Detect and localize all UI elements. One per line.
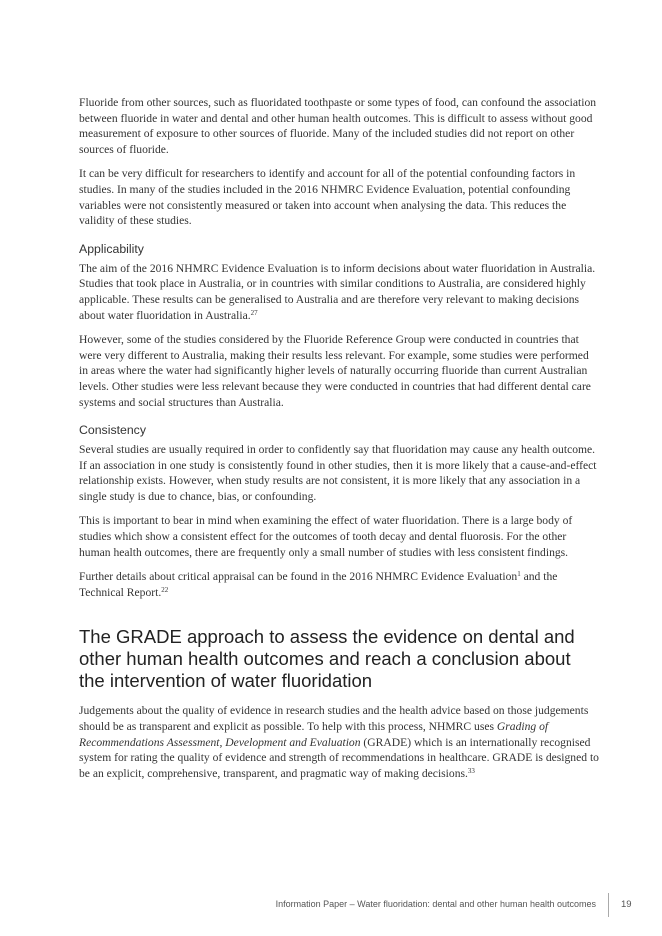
paragraph-applicability-different-countries: However, some of the studies considered by the Fluoride Reference Group were conducted in countries that were very different to Australia, making their results less relevant. For example, some studies were performed in areas where the water had significantly higher levels of naturally occurring fluoride than current Australian levels. Other studies were less relevant because they were conducted in countries that had different dental care systems and social structures than Australia. (79, 333, 591, 409)
paragraph-text: Further details about critical appraisal can be found in the 2016 NHMRC Evidence Evaluation (79, 570, 518, 584)
paragraph-other-sources: Fluoride from other sources, such as fluoridated toothpaste or some types of food, can confound the association between fluoride in water and dental and other human health outcomes. This is difficult to assess without good measurement of exposure to other sources of fluoride. Many of the included studies did not report on other sources of fluoride. (79, 96, 597, 156)
section-heading-grade: The GRADE approach to assess the evidence on dental and other human health outcomes and reach a conclusion about the intervention of water fluoridation (79, 626, 575, 692)
paragraph-consistency-studies: Several studies are usually required in order to confidently say that fluoridation may cause any health outcome. If an association in one study is consistently found in other studies, then it is more likely that a cause-and-effect relationship exists. However, when study results are not consistent, it is more likely that any association in a single study is due to chance, bias, or confounding. (79, 443, 597, 503)
paragraph-text: and the Technical Report. (79, 570, 558, 599)
heading-applicability: Applicability (79, 241, 144, 256)
reference-superscript: 1 (517, 570, 521, 579)
paragraph-consistency-effect: This is important to bear in mind when examining the effect of water fluoridation. There is a large body of studies which show a consistent effect for the outcomes of tooth decay and dental fluorosis. For the other human health outcomes, there are frequently only a small number of studies with less consistent findings. (79, 514, 573, 559)
reference-superscript: 27 (250, 308, 258, 317)
paragraph-text: The aim of the 2016 NHMRC Evidence Evaluation is to inform decisions about water fluoridation in Australia. Studies that took place in Australia, or in countries with similar conditions to Australia, are considered highly applicable. These results can be generalised to Australia and are therefore very relevant to making decisions about water fluoridation in Australia. (79, 261, 596, 322)
reference-superscript: 22 (161, 585, 169, 594)
paragraph-applicability-aim (79, 261, 599, 323)
page-number: 19 (621, 899, 632, 910)
page-content (79, 95, 599, 790)
heading-consistency: Consistency (79, 423, 146, 438)
grade-full-name: Grading of Recommendations Assessment, Development and Evaluation (79, 720, 549, 749)
paragraph-confounding: It can be very difficult for researchers to identify and account for all of the potential confounding factors in studies. In many of the studies included in the 2016 NHMRC Evidence Evaluation, potential confounding variables were not consistently measured or taken into account when analysing the data. This reduces the validity of these studies. (79, 167, 576, 228)
reference-superscript: 33 (467, 766, 475, 775)
paragraph-text: (GRADE) which is an internationally recognised system for rating the quality of evidence and strength of recommendations in healthcare. GRADE is designed to be an explicit, comprehensive, transparent, and pragmatic way of making decisions. (79, 735, 599, 780)
paragraph-further-details (79, 569, 599, 600)
paragraph-grade (79, 703, 599, 781)
footer-divider (608, 893, 609, 917)
paragraph-text: Judgements about the quality of evidence in research studies and the health advice based on those judgements should be as transparent and explicit as possible. To help with this process, NHMRC uses (79, 704, 589, 734)
footer-document-title: Information Paper – Water fluoridation: dental and other human health outcomes (275, 899, 596, 909)
page-footer (0, 893, 662, 923)
